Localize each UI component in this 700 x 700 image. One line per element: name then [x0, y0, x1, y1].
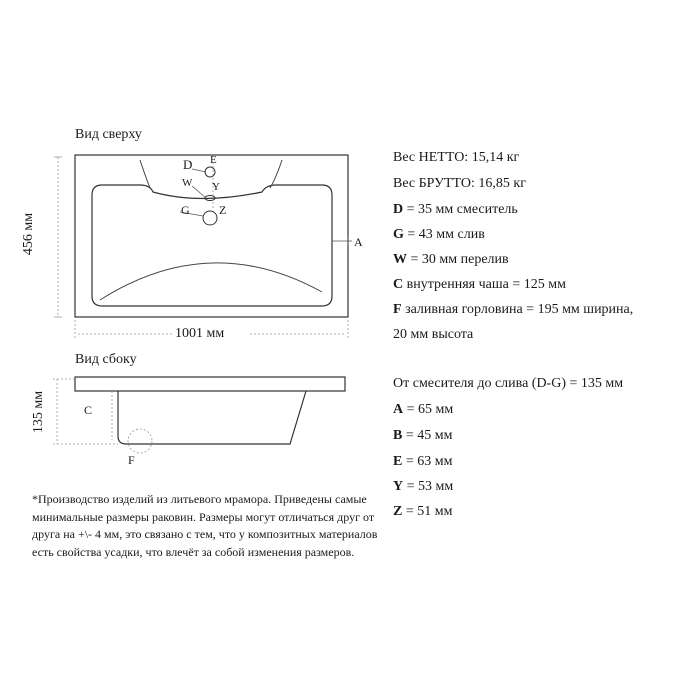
depth-label: 456 мм [21, 212, 37, 256]
bowl-arc [100, 263, 322, 300]
spec-line: От смесителя до слива (D-G) = 135 мм [393, 376, 624, 391]
spec-line: Y = 53 мм [393, 479, 454, 494]
spec-line: Z = 51 мм [393, 504, 453, 519]
spec-line: F заливная горловина = 195 мм ширина, [393, 302, 634, 317]
spec-line: 20 мм высота [393, 327, 474, 342]
spec-line: A = 65 мм [393, 402, 454, 417]
side-view-bowl [118, 391, 306, 444]
width-label: 1001 мм [175, 326, 225, 341]
spec-line: G = 43 мм слив [393, 227, 485, 242]
top-view-title: Вид сверху [75, 127, 142, 142]
label-c: C [84, 403, 93, 417]
label-f: F [128, 453, 135, 467]
drain-detail [128, 429, 152, 453]
top-view-bowl [92, 185, 332, 306]
label-g: G [181, 203, 190, 217]
spec-line: B = 45 мм [393, 428, 453, 443]
ledge-right [270, 160, 282, 188]
spec-line: C внутренняя чаша = 125 мм [393, 277, 566, 292]
height-label: 135 мм [31, 390, 47, 434]
label-a: A [354, 235, 363, 249]
footnote: *Производство изделий из литьевого мрамора. Приведены самые минимальные размеры раковин. Размеры могут отличаться друг от друга на +\- 4 мм, это связано с тем, что у композитных материалов есть свойства усадки, что влечёт за собой изменения размеров. [32, 492, 378, 559]
side-view-top [75, 377, 345, 391]
spec-line: D = 35 мм смеситель [393, 202, 518, 217]
spec-line: Вес БРУТТО: 16,85 кг [393, 176, 526, 191]
label-z: Z [219, 203, 227, 217]
spec-line: Вес НЕТТО: 15,14 кг [393, 150, 520, 165]
ledge-left [140, 160, 150, 188]
drain-hole [203, 211, 217, 225]
label-w: W [182, 177, 193, 189]
label-e: E [210, 154, 217, 166]
mixer-hole [205, 167, 215, 177]
side-view-title: Вид сбоку [75, 352, 137, 367]
label-d: D [183, 157, 193, 172]
spec-line: W = 30 мм перелив [393, 252, 509, 267]
spec-line: E = 63 мм [393, 454, 453, 469]
top-view-outline [75, 155, 348, 317]
label-y: Y [212, 181, 220, 193]
